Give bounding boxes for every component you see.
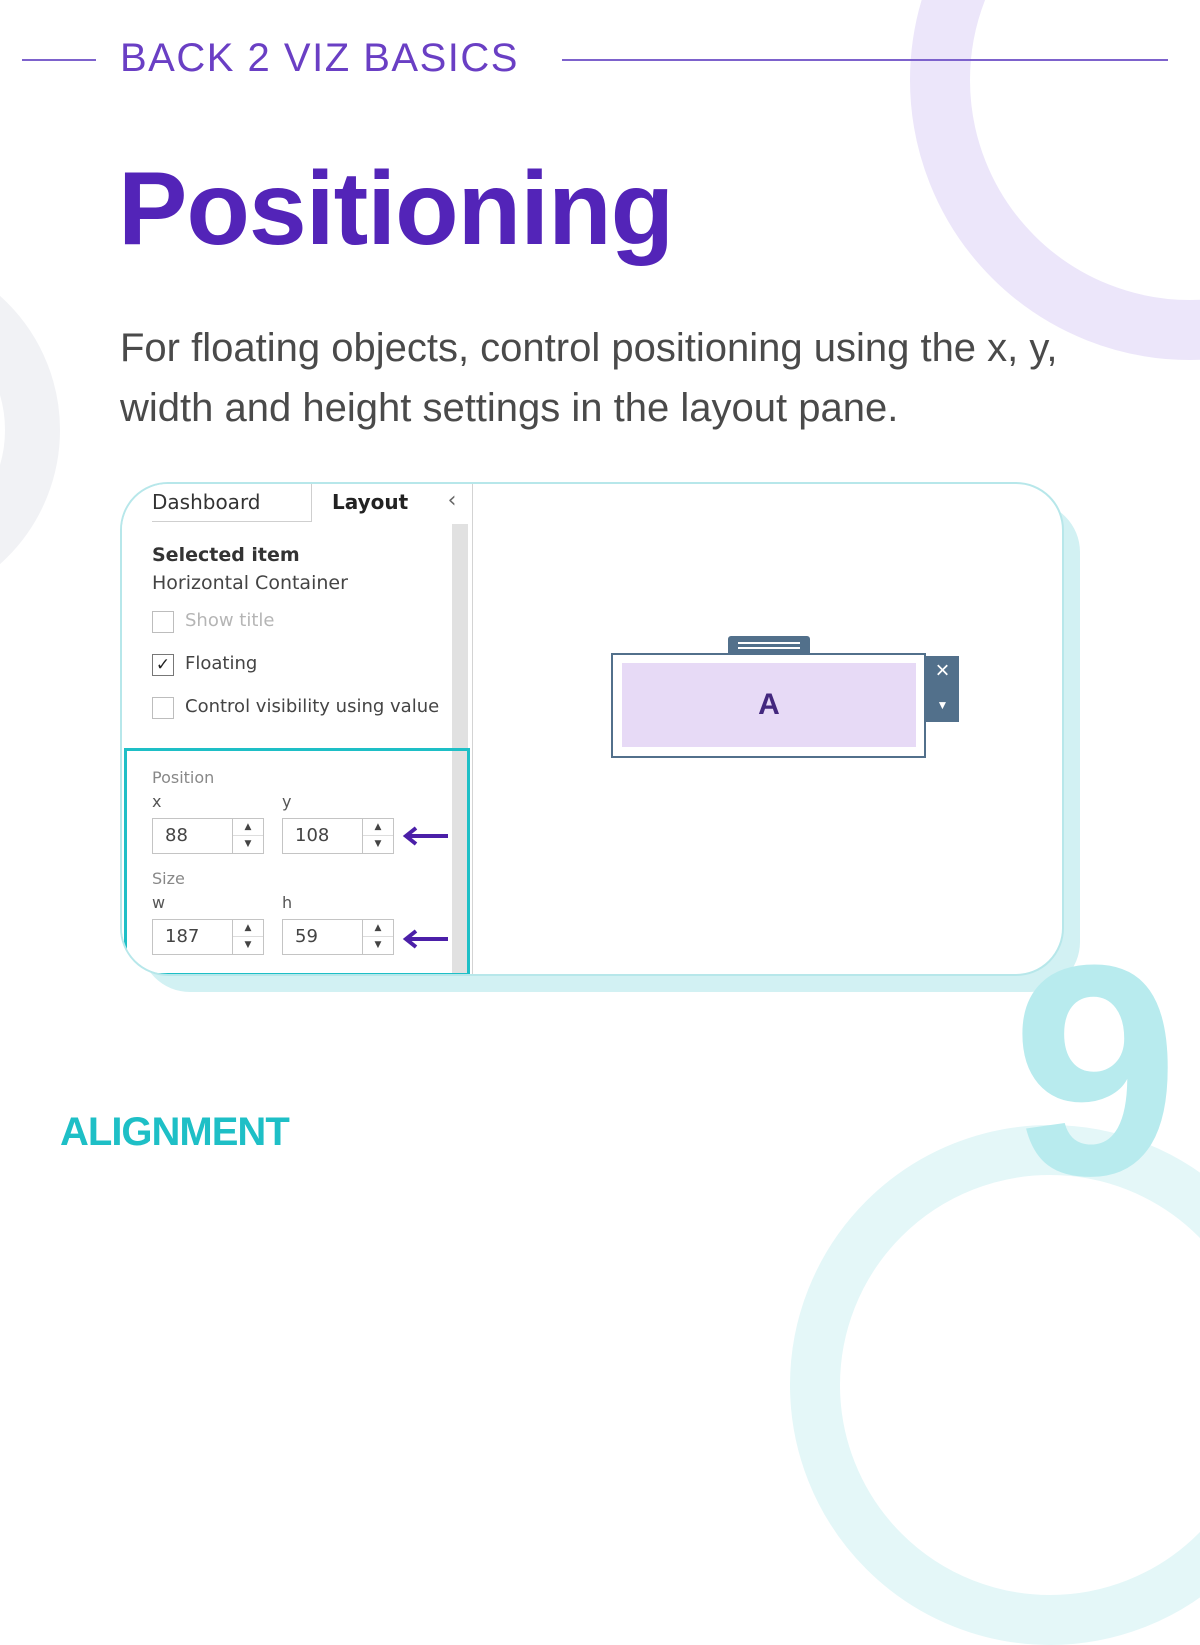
caret-down-icon[interactable]: ▼ [936,698,949,712]
floating-container[interactable] [611,653,926,758]
w-decrement-icon[interactable]: ▼ [244,940,252,950]
h-increment-icon[interactable]: ▲ [363,920,393,937]
close-icon[interactable]: × [935,657,950,684]
w-label: w [152,893,166,912]
y-increment-icon[interactable]: ▲ [363,819,393,836]
container-toolbar [926,656,959,722]
x-value: 88 [165,825,188,846]
y-label: y [282,792,292,811]
h-stepper[interactable] [282,919,394,955]
x-increment-icon[interactable]: ▲ [233,819,263,836]
header-rule-left [22,59,96,61]
floating-label: Floating [185,653,258,674]
y-stepper[interactable] [282,818,394,854]
header-rule-right [562,59,1168,61]
w-increment-icon[interactable]: ▲ [233,920,263,937]
description: For floating objects, control positioning using the x, y, width and height settings in the layout pane. [120,326,1058,430]
arrow-left-icon [402,826,450,846]
episode-number: 9 [1012,902,1179,1238]
size-group-label: Size [152,869,185,888]
show-title-checkbox[interactable] [152,611,174,633]
x-decrement-icon[interactable]: ▼ [244,839,252,849]
grip-line [738,642,800,644]
floating-checkbox[interactable] [152,654,174,676]
x-stepper[interactable] [152,818,264,854]
selected-item-value: Horizontal Container [152,572,348,594]
control-visibility-label: Control visibility using value [185,696,440,717]
decorative-circle-purple [910,0,1200,360]
arrow-left-icon [402,929,450,949]
tab-layout[interactable]: Layout [332,490,409,514]
w-stepper[interactable] [152,919,264,955]
layout-pane [122,484,473,974]
decorative-circle-grey [0,250,60,610]
grip-line [738,647,800,649]
series-title: BACK 2 VIZ BASICS [120,36,519,80]
chevron-left-icon[interactable]: ‹ [447,488,457,513]
screenshot-card [120,482,1064,976]
h-value: 59 [295,926,318,947]
control-visibility-checkbox[interactable] [152,697,174,719]
h-decrement-icon[interactable]: ▼ [374,940,382,950]
show-title-label: Show title [185,610,275,631]
selected-item-heading: Selected item [152,544,300,566]
container-content: A [622,663,916,747]
x-label: x [152,792,162,811]
footer-label: ALIGNMENT [60,1110,289,1154]
y-decrement-icon[interactable]: ▼ [374,839,382,849]
y-value: 108 [295,825,330,846]
checkmark-icon: ✓ [155,655,171,675]
h-label: h [282,893,293,912]
tab-dashboard[interactable]: Dashboard [152,484,312,522]
page-title: Positioning [118,151,674,267]
position-group-label: Position [152,768,215,787]
w-value: 187 [165,926,200,947]
